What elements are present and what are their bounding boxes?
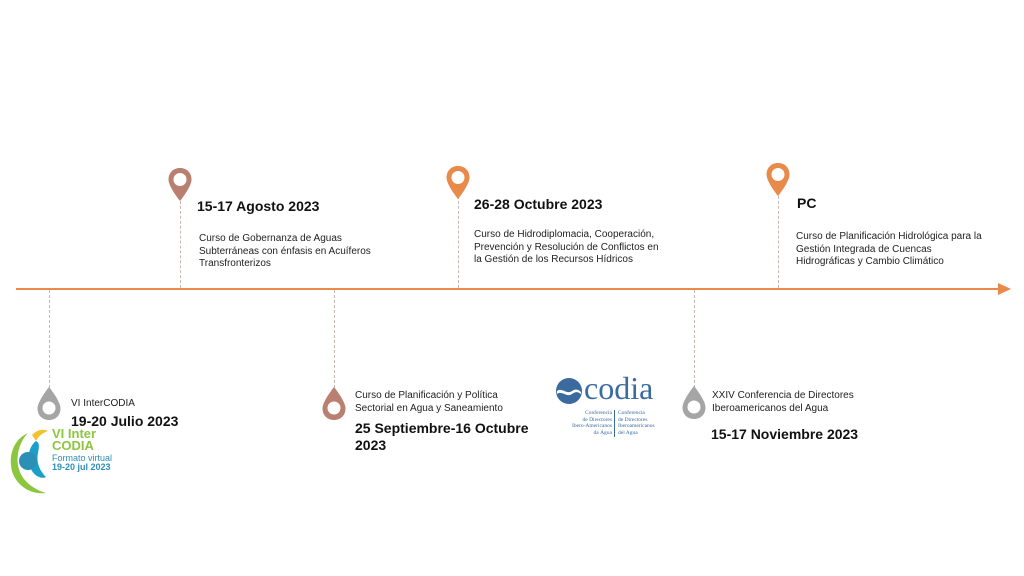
codia-logo-es-line: de Directores	[618, 416, 648, 423]
location-pin-icon	[445, 165, 471, 201]
codia-logo-es-line: Conferencia	[618, 410, 645, 416]
codia-logo	[554, 370, 672, 444]
codia-logo-pt-line: de Directores	[582, 416, 612, 423]
codia-logo-divider	[614, 410, 615, 437]
location-pin-icon	[681, 384, 707, 420]
codia-logo-pt-line: Conferencia	[585, 410, 612, 416]
event-description: XXIV Conferencia de Directores Iberoamericanos del Agua	[712, 390, 854, 414]
connector-bottom-2	[334, 290, 335, 388]
codia-logo-es-line: del Agua	[618, 429, 638, 436]
location-pin-icon	[765, 162, 791, 198]
event-date: 15-17 Noviembre 2023	[711, 426, 859, 442]
intercodia-logo	[6, 425, 116, 497]
timeline-axis	[16, 288, 1000, 290]
codia-logo-es-line: Iberoamericanos	[618, 423, 655, 429]
event-description: Curso de Planificación y Política Sectorial en Agua y Saneamiento	[355, 390, 503, 414]
connector-bottom-3	[694, 290, 695, 388]
event-date: PC	[797, 195, 817, 211]
intercodia-logo-line1: VI Inter	[52, 426, 97, 441]
connector-top-1	[180, 196, 181, 288]
codia-logo-name: codia	[584, 370, 654, 406]
connector-bottom-1	[49, 290, 50, 388]
codia-logo-portuguese	[560, 410, 612, 436]
codia-logo-spanish	[618, 410, 670, 436]
location-pin-icon	[167, 167, 193, 203]
event-description: Curso de Gobernanza de Aguas Subterráneas con énfasis en Acuíferos Transfronterizos	[199, 233, 371, 269]
event-date: 19-20 Julio 2023	[71, 413, 179, 429]
event-description: Curso de Planificación Hidrológica para la Gestión Integrada de Cuencas Hidrográficas y Cambio Climático	[796, 231, 982, 267]
event-description: VI InterCODIA	[71, 398, 135, 409]
intercodia-logo-line3: Formato virtual	[52, 453, 113, 463]
location-pin-icon	[36, 385, 62, 421]
location-pin-icon	[321, 385, 347, 421]
codia-emblem-icon	[554, 376, 584, 406]
event-date: 25 Septiembre-16 Octubre 2023	[355, 420, 529, 453]
intercodia-logo-line4: 19-20 jul 2023	[52, 462, 111, 472]
codia-logo-pt-line: da Água	[593, 429, 612, 436]
timeline-arrow-head	[998, 283, 1011, 295]
codia-logo-pt-line: Ibero-Americanos	[571, 423, 612, 429]
event-description: Curso de Hidrodiplomacia, Cooperación, Prevención y Resolución de Conflictos en la Gestión de los Recursos Hídricos	[474, 229, 659, 265]
connector-top-3	[778, 196, 779, 288]
intercodia-logo-line2: CODIA	[52, 438, 94, 453]
connector-top-2	[458, 196, 459, 288]
event-date: 26-28 Octubre 2023	[474, 196, 603, 212]
event-date: 15-17 Agosto 2023	[197, 198, 320, 214]
